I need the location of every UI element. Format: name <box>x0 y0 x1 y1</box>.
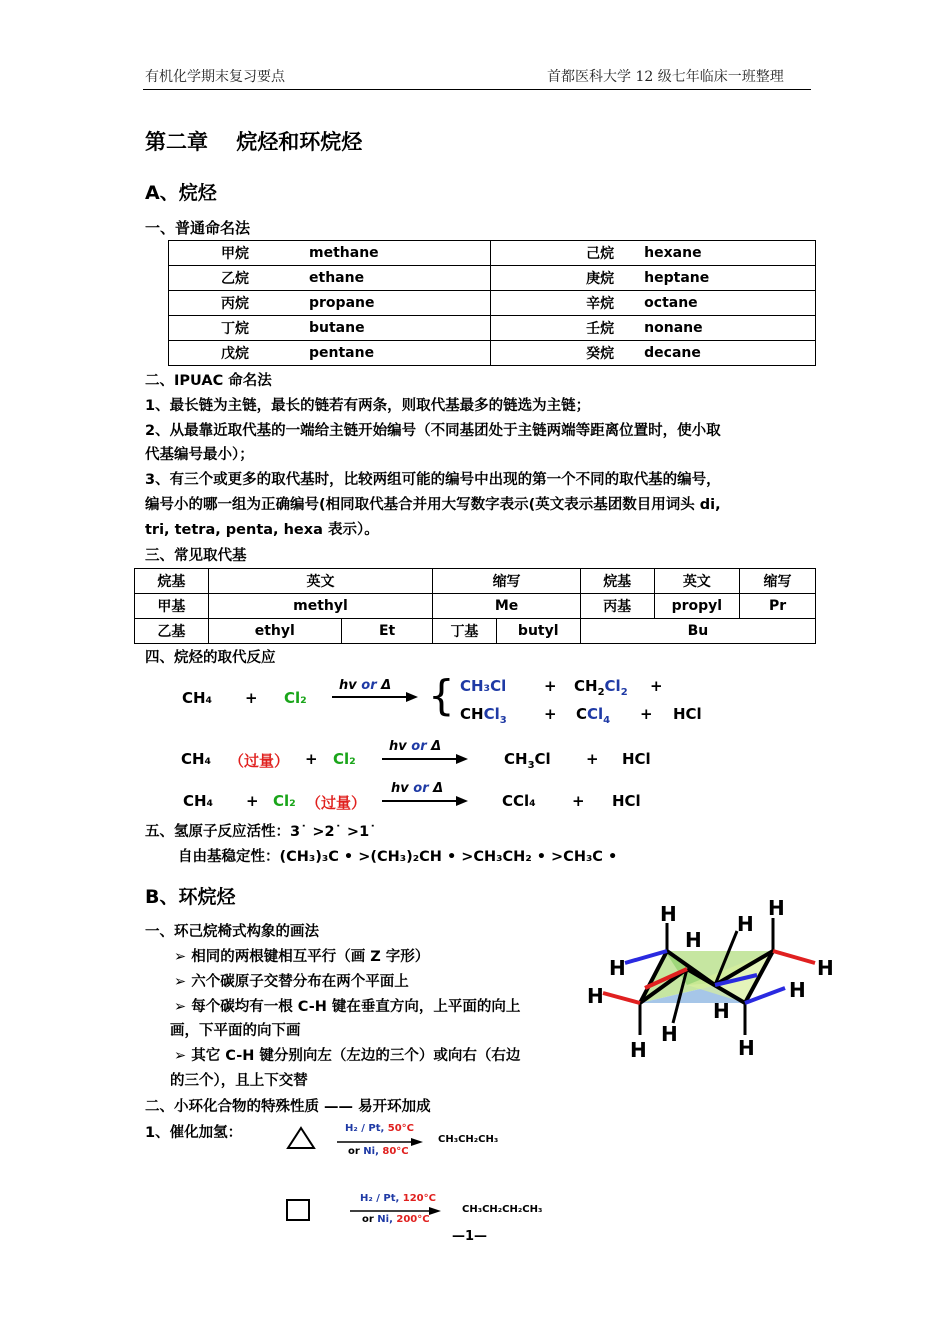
chair-heading: 一、环己烷椅式构象的画法 <box>145 924 319 940</box>
reactant-cl2: Cl₂ <box>284 689 307 707</box>
table-row <box>169 266 816 291</box>
table-cell: methane <box>291 241 491 266</box>
table-header: 英文 <box>654 569 740 594</box>
table-cell: 乙烷 <box>169 266 292 291</box>
table-cell: hexane <box>626 241 815 266</box>
h-label: H <box>609 956 626 980</box>
small-ring-heading: 二、小环化合物的特殊性质 —— 易开环加成 <box>145 1099 431 1115</box>
chair-bullet-3: ➢ 每个碳均有一根 C-H 键在垂直方向，上平面的向上 <box>174 999 521 1015</box>
iupac-rule-3b: 编号小的哪一组为正确编号(相同取代基合并用大写数字表示(英文表示基团数目用词头 di, <box>145 497 721 513</box>
product-butane: CH₃CH₂CH₂CH₃ <box>462 1204 543 1215</box>
plus-sign: + <box>544 705 557 723</box>
reaction-arrow <box>330 690 420 704</box>
table-row <box>169 291 816 316</box>
h-label: H <box>713 999 730 1023</box>
product-propane: CH₃CH₂CH₃ <box>438 1134 499 1145</box>
h-label: H <box>660 902 677 926</box>
chair-bullet-2: ➢ 六个碳原子交替分布在两个平面上 <box>174 974 409 990</box>
table-header: 烷基 <box>580 569 654 594</box>
reactant-cl2: Cl₂ <box>333 750 356 768</box>
table-cell: 壬烷 <box>491 316 627 341</box>
table-row <box>135 569 816 594</box>
arrow-bullet-icon: ➢ <box>174 1048 192 1064</box>
h-label: H <box>587 984 604 1008</box>
table-cell: 丙烷 <box>169 291 292 316</box>
h-label: H <box>738 1036 755 1060</box>
table-cell: methyl <box>208 594 433 619</box>
iupac-rule-2a: 2、从最靠近取代基的一端给主链开始编号（不同基团处于主链两端等距离位置时，使小取 <box>145 423 721 439</box>
chair-bullet-4-cont: 的三个），且上下交替 <box>170 1073 308 1089</box>
table-row <box>169 341 816 366</box>
table-cell: nonane <box>626 316 815 341</box>
excess-label: （过量） <box>229 752 290 770</box>
product-ch3cl: CH₃Cl <box>460 677 507 695</box>
table-cell: propane <box>291 291 491 316</box>
reactant-cl2: Cl₂ <box>273 792 296 810</box>
substituents-heading: 三、常见取代基 <box>145 548 247 564</box>
table-cell: Me <box>433 594 581 619</box>
brace-icon: { <box>428 671 455 720</box>
product-ccl4: CCl₄ <box>502 792 536 810</box>
table-row <box>135 619 816 644</box>
table-cell: pentane <box>291 341 491 366</box>
table-cell: ethyl <box>208 619 341 644</box>
plus-sign: + <box>572 792 585 810</box>
product-hcl: HCl <box>673 705 702 723</box>
h-label: H <box>630 1038 647 1062</box>
table-header: 缩写 <box>740 569 816 594</box>
radical-stability-line: 自由基稳定性：(CH₃)₃C • >(CH₃)₂CH • >CH₃CH₂ • >CH₃C • <box>178 849 618 865</box>
h-label: H <box>685 928 702 952</box>
cyclobutane-icon <box>285 1198 313 1224</box>
product-ccl4: CCl$_4$ <box>576 705 611 726</box>
product-chcl3: CHCl$_3$ <box>460 705 507 726</box>
iupac-rule-2b: 代基编号最小）； <box>145 447 254 463</box>
condition-label: hv or Δ <box>389 739 442 754</box>
chair-bullet-1: ➢ 相同的两根键相互平行（画 Z 字形） <box>174 949 430 965</box>
table-cell: Bu <box>580 619 815 644</box>
table-cell: octane <box>626 291 815 316</box>
condition-top: H₂ / Pt, 50°C <box>345 1123 415 1134</box>
plus-sign: + <box>650 677 663 695</box>
reactant-ch4: CH₄ <box>183 792 214 810</box>
table-row <box>169 316 816 341</box>
arrow-bullet-icon: ➢ <box>174 949 192 965</box>
table-cell: 庚烷 <box>491 266 627 291</box>
table-cell: 丁基 <box>433 619 496 644</box>
table-cell: 甲基 <box>135 594 209 619</box>
reaction-arrow <box>380 794 470 808</box>
section-a-title: A、烷烃 <box>145 182 217 204</box>
table-cell: 癸烷 <box>491 341 627 366</box>
plus-sign: + <box>305 750 318 768</box>
table-cell: propyl <box>654 594 740 619</box>
product-ch3cl: $CH_3Cl$ <box>504 750 551 771</box>
alkane-names-table <box>168 240 816 366</box>
reaction-arrow <box>380 752 470 766</box>
condition-bottom: or Ni, 200°C <box>362 1214 430 1225</box>
cyclohexane-chair-diagram <box>585 893 835 1068</box>
table-cell: Pr <box>740 594 816 619</box>
table-cell: decane <box>626 341 815 366</box>
table-cell: 辛烷 <box>491 291 627 316</box>
plus-sign: + <box>246 792 259 810</box>
table-cell: butane <box>291 316 491 341</box>
table-header: 烷基 <box>135 569 209 594</box>
h-label: H <box>737 912 754 936</box>
table-cell: heptane <box>626 266 815 291</box>
excess-label: （过量） <box>306 794 367 812</box>
table-cell: butyl <box>496 619 580 644</box>
hydrogenation-label: 1、催化加氢： <box>145 1125 243 1141</box>
arrow-bullet-icon: ➢ <box>174 974 192 990</box>
condition-bottom: or Ni, 80°C <box>348 1146 409 1157</box>
chapter-title: 第二章 烷烃和环烷烃 <box>145 130 363 154</box>
arrow-bullet-icon: ➢ <box>174 999 192 1015</box>
section-b-title: B、环烷烃 <box>145 886 236 908</box>
table-cell: 戊烷 <box>169 341 292 366</box>
chair-bullet-3-cont: 画，下平面的向下画 <box>170 1023 301 1039</box>
header-rule <box>143 89 811 90</box>
table-row <box>169 241 816 266</box>
condition-label: hv or Δ <box>339 678 392 693</box>
iupac-rule-3c: tri, tetra, penta, hexa 表示）。 <box>145 522 379 538</box>
table-cell: 丙基 <box>580 594 654 619</box>
table-cell: Et <box>341 619 432 644</box>
iupac-rule-3a: 3、有三个或更多的取代基时，比较两组可能的编号中出现的第一个不同的取代基的编号， <box>145 472 721 488</box>
h-label: H <box>817 956 834 980</box>
table-cell: 乙基 <box>135 619 209 644</box>
h-label: H <box>661 1022 678 1046</box>
plus-sign: + <box>245 689 258 707</box>
product-hcl: HCl <box>612 792 641 810</box>
table-cell: 甲烷 <box>169 241 292 266</box>
condition-top: H₂ / Pt, 120°C <box>360 1193 436 1204</box>
plus-sign: + <box>640 705 653 723</box>
cyclopropane-icon <box>286 1126 316 1150</box>
h-label: H <box>768 896 785 920</box>
reactivity-line: 五、氢原子反应活性：3˙ >2˙ >1˙ <box>145 824 377 840</box>
condition-label: hv or Δ <box>391 781 444 796</box>
table-header: 英文 <box>208 569 433 594</box>
substitution-heading: 四、烷烃的取代反应 <box>145 650 276 666</box>
table-cell: 己烷 <box>491 241 627 266</box>
plus-sign: + <box>586 750 599 768</box>
table-header: 缩写 <box>433 569 581 594</box>
header-left: 有机化学期末复习要点 <box>145 69 285 85</box>
table-cell: ethane <box>291 266 491 291</box>
table-cell: 丁烷 <box>169 316 292 341</box>
product-hcl: HCl <box>622 750 651 768</box>
page-number: —1— <box>452 1229 488 1244</box>
header-right: 首都医科大学 12 级七年临床一班整理 <box>547 69 784 85</box>
iupac-heading: 二、IPUAC 命名法 <box>145 373 272 389</box>
reactant-ch4: CH₄ <box>181 750 212 768</box>
substituents-table <box>134 568 816 644</box>
reactant-ch4: CH₄ <box>182 689 213 707</box>
chair-bullet-4: ➢ 其它 C-H 键分别向左（左边的三个）或向右（右边 <box>174 1048 521 1064</box>
common-naming-heading: 一、普通命名法 <box>145 219 251 237</box>
product-ch2cl2: $CH_2Cl_2$ <box>574 677 628 698</box>
table-row <box>135 594 816 619</box>
h-label: H <box>789 978 806 1002</box>
plus-sign: + <box>544 677 557 695</box>
iupac-rule-1: 1、最长链为主链，最长的链若有两条，则取代基最多的链选为主链； <box>145 398 591 414</box>
